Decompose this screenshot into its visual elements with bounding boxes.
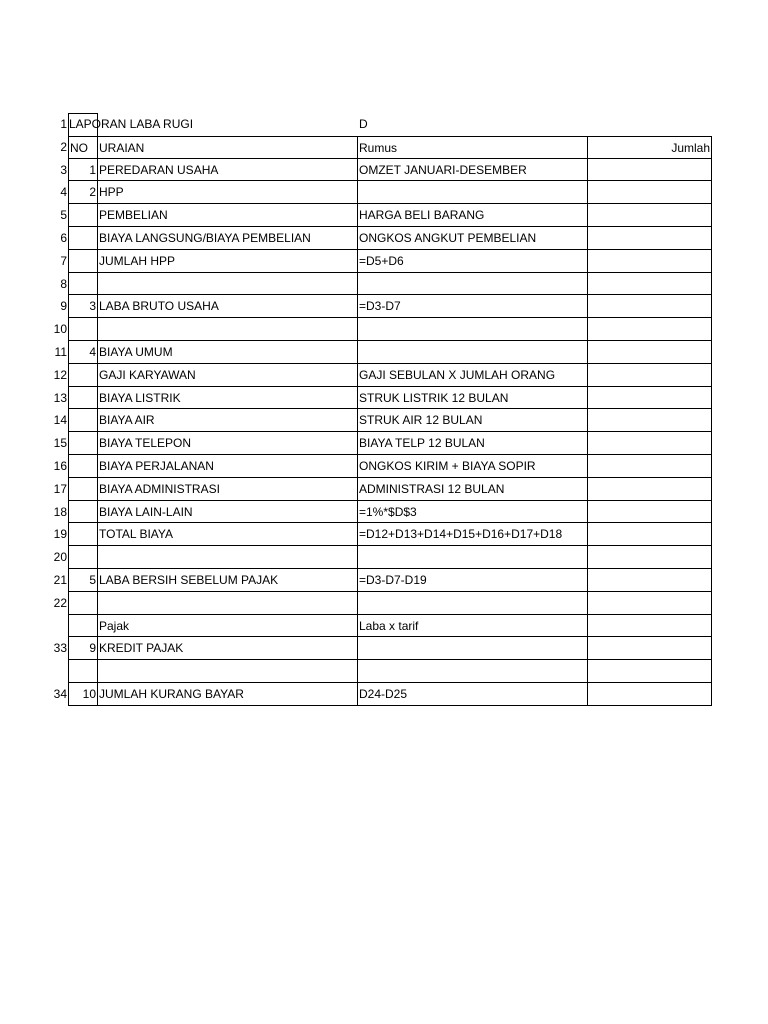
row-number[interactable]: 4 <box>60 185 67 200</box>
cell-rumus[interactable]: ONGKOS KIRIM + BIAYA SOPIR <box>358 455 588 478</box>
cell-rumus[interactable]: =D3-D7 <box>358 295 588 318</box>
row-number[interactable]: 20 <box>53 550 67 565</box>
cell-rumus[interactable]: =D3-D7-D19 <box>358 569 588 592</box>
cell-uraian[interactable]: GAJI KARYAWAN <box>98 364 358 387</box>
cell-no[interactable] <box>68 501 98 524</box>
cell-rumus[interactable] <box>358 273 588 296</box>
cell-uraian[interactable]: BIAYA TELEPON <box>98 432 358 455</box>
row-number[interactable] <box>40 660 68 683</box>
cell-rumus[interactable]: D24-D25 <box>358 683 588 706</box>
row-number[interactable]: 7 <box>60 253 67 268</box>
cell-jumlah[interactable] <box>588 387 712 410</box>
cell-jumlah[interactable] <box>588 546 712 569</box>
header-uraian: URAIAN <box>98 136 358 159</box>
header-no: NO <box>68 136 98 159</box>
cell-no[interactable] <box>68 615 98 638</box>
cell-uraian[interactable]: BIAYA LISTRIK <box>98 387 358 410</box>
cell-no[interactable] <box>68 204 98 227</box>
row-number[interactable]: 12 <box>53 367 67 382</box>
cell-jumlah[interactable] <box>588 637 712 660</box>
cell-no[interactable] <box>68 364 98 387</box>
row-number[interactable]: 33 <box>53 641 67 656</box>
cell-jumlah[interactable] <box>588 341 712 364</box>
cell-no[interactable]: 5 <box>68 569 98 592</box>
cell-uraian[interactable] <box>98 592 358 615</box>
row-number: 1 <box>60 117 67 131</box>
cell-rumus[interactable]: STRUK LISTRIK 12 BULAN <box>358 387 588 410</box>
cell-no[interactable]: 4 <box>68 341 98 364</box>
row-number[interactable]: 19 <box>53 527 67 542</box>
cell-no[interactable] <box>68 478 98 501</box>
cell-rumus[interactable]: STRUK AIR 12 BULAN <box>358 409 588 432</box>
cell-rumus[interactable] <box>358 546 588 569</box>
cell-rumus[interactable]: GAJI SEBULAN X JUMLAH ORANG <box>358 364 588 387</box>
cell-uraian[interactable] <box>98 273 358 296</box>
cell-rumus[interactable]: BIAYA TELP 12 BULAN <box>358 432 588 455</box>
cell-no[interactable]: 10 <box>68 683 98 706</box>
cell-no[interactable] <box>68 227 98 250</box>
cell-rumus[interactable]: =1%*$D$3 <box>358 501 588 524</box>
cell-jumlah[interactable] <box>588 501 712 524</box>
row-number[interactable]: 34 <box>53 686 67 701</box>
cell-uraian[interactable]: LABA BERSIH SEBELUM PAJAK <box>98 569 358 592</box>
cell-rumus[interactable]: HARGA BELI BARANG <box>358 204 588 227</box>
cell-jumlah[interactable] <box>588 569 712 592</box>
cell-no[interactable]: 9 <box>68 637 98 660</box>
cell-jumlah[interactable] <box>588 660 712 683</box>
row-number[interactable]: 5 <box>60 208 67 223</box>
cell-no[interactable] <box>68 273 98 296</box>
cell-rumus[interactable] <box>358 592 588 615</box>
cell-rumus[interactable]: =D5+D6 <box>358 250 588 273</box>
cell-no[interactable] <box>68 660 98 683</box>
cell-jumlah[interactable] <box>588 318 712 341</box>
cell-uraian[interactable]: JUMLAH HPP <box>98 250 358 273</box>
cell-uraian[interactable] <box>98 660 358 683</box>
cell-no[interactable] <box>68 387 98 410</box>
cell-no[interactable] <box>68 250 98 273</box>
cell-no[interactable] <box>68 546 98 569</box>
row-number[interactable]: 9 <box>60 299 67 314</box>
cell-uraian[interactable]: PEMBELIAN <box>98 204 358 227</box>
row-number[interactable] <box>40 615 68 638</box>
row-number[interactable]: 21 <box>53 572 67 587</box>
cell-jumlah[interactable] <box>588 455 712 478</box>
cell-jumlah[interactable] <box>588 615 712 638</box>
cell-jumlah[interactable] <box>588 227 712 250</box>
cell-rumus[interactable] <box>358 637 588 660</box>
cell-jumlah[interactable] <box>588 478 712 501</box>
cell-uraian[interactable]: HPP <box>98 181 358 204</box>
header-jumlah: Jumlah <box>588 136 712 159</box>
cell-jumlah[interactable] <box>588 181 712 204</box>
cell-jumlah[interactable] <box>588 204 712 227</box>
cell-jumlah[interactable] <box>588 250 712 273</box>
cell-jumlah[interactable] <box>588 683 712 706</box>
cell-rumus[interactable]: OMZET JANUARI-DESEMBER <box>358 159 588 182</box>
cell-rumus[interactable] <box>358 318 588 341</box>
cell-uraian[interactable]: BIAYA ADMINISTRASI <box>98 478 358 501</box>
cell-jumlah[interactable] <box>588 273 712 296</box>
cell-jumlah[interactable] <box>588 409 712 432</box>
cell-jumlah[interactable] <box>588 295 712 318</box>
column-letter: D <box>359 117 368 131</box>
cell-no[interactable]: 1 <box>68 159 98 182</box>
row-number[interactable]: 3 <box>60 162 67 177</box>
row-number[interactable]: 15 <box>53 436 67 451</box>
row-number[interactable]: 10 <box>53 322 67 337</box>
cell-no[interactable]: 3 <box>68 295 98 318</box>
cell-uraian[interactable]: BIAYA LANGSUNG/BIAYA PEMBELIAN <box>98 227 358 250</box>
cell-rumus[interactable] <box>358 660 588 683</box>
row-number: 2 <box>60 139 67 154</box>
cell-uraian[interactable]: JUMLAH KURANG BAYAR <box>98 683 358 706</box>
cell-uraian[interactable]: TOTAL BIAYA <box>98 523 358 546</box>
cell-rumus[interactable]: Laba x tarif <box>358 615 588 638</box>
row-number[interactable]: 6 <box>60 230 67 245</box>
cell-uraian[interactable]: Pajak <box>98 615 358 638</box>
cell-uraian[interactable]: PEREDARAN USAHA <box>98 159 358 182</box>
row-number[interactable]: 22 <box>53 595 67 610</box>
row-number[interactable]: 14 <box>53 413 67 428</box>
cell-uraian[interactable]: KREDIT PAJAK <box>98 637 358 660</box>
row-number[interactable]: 11 <box>54 344 67 359</box>
cell-rumus[interactable]: =D12+D13+D14+D15+D16+D17+D18 <box>358 523 588 546</box>
row-number[interactable]: 16 <box>53 458 67 473</box>
cell-rumus[interactable]: ONGKOS ANGKUT PEMBELIAN <box>358 227 588 250</box>
cell-no[interactable] <box>68 455 98 478</box>
row-number[interactable]: 8 <box>60 276 67 291</box>
cell-uraian[interactable]: BIAYA UMUM <box>98 341 358 364</box>
cell-uraian[interactable] <box>98 546 358 569</box>
cell-rumus[interactable] <box>358 181 588 204</box>
cell-jumlah[interactable] <box>588 432 712 455</box>
cell-jumlah[interactable] <box>588 159 712 182</box>
cell-jumlah[interactable] <box>588 523 712 546</box>
cell-no[interactable] <box>68 409 98 432</box>
report-title: LAPORAN LABA RUGI <box>69 117 194 131</box>
header-rumus: Rumus <box>358 136 588 159</box>
row-number[interactable]: 18 <box>53 504 67 519</box>
cell-no[interactable] <box>68 432 98 455</box>
cell-uraian[interactable]: BIAYA PERJALANAN <box>98 455 358 478</box>
row-number[interactable]: 17 <box>53 481 67 496</box>
cell-uraian[interactable]: BIAYA LAIN-LAIN <box>98 501 358 524</box>
cell-no[interactable] <box>68 318 98 341</box>
cell-no[interactable] <box>68 523 98 546</box>
cell-jumlah[interactable] <box>588 592 712 615</box>
cell-uraian[interactable]: BIAYA AIR <box>98 409 358 432</box>
cell-jumlah[interactable] <box>588 364 712 387</box>
cell-rumus[interactable] <box>358 341 588 364</box>
cell-no[interactable] <box>68 592 98 615</box>
cell-uraian[interactable] <box>98 318 358 341</box>
row-number[interactable]: 13 <box>53 390 67 405</box>
cell-rumus[interactable]: ADMINISTRASI 12 BULAN <box>358 478 588 501</box>
cell-uraian[interactable]: LABA BRUTO USAHA <box>98 295 358 318</box>
cell-no[interactable]: 2 <box>68 181 98 204</box>
